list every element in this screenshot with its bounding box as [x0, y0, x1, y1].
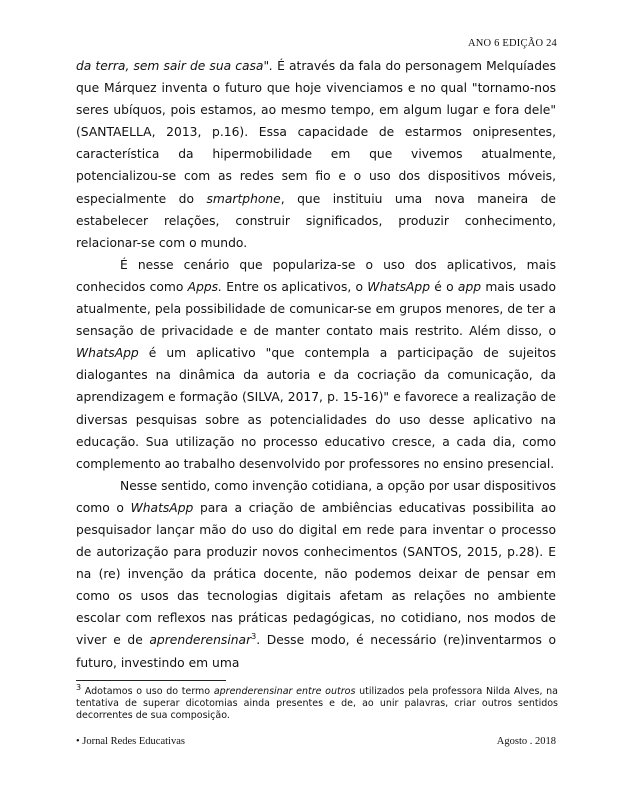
- italic-text: Apps.: [187, 279, 222, 294]
- footnote-divider: [76, 680, 226, 681]
- italic-text: app: [457, 279, 482, 294]
- italic-text: WhatsApp: [367, 279, 431, 294]
- italic-text: WhatsApp: [76, 346, 139, 361]
- issue-header: ANO 6 EDIÇÃO 24: [467, 38, 557, 49]
- italic-text: WhatsApp: [130, 500, 194, 515]
- article-body: [76, 55, 556, 674]
- paragraph-1: [76, 55, 556, 254]
- italic-text: aprenderensinar entre outros: [213, 686, 356, 697]
- text-run: para a criação de ambiências educativas possibilita ao pesquisador lançar mão do uso do digital em rede para inventar o processo de autorização para produzir novos conhecimentos (SANTOS, 2015, p.28). E na (re) invenção da prática docente, não podemos deixar de pensar em como os usos das tecnologias digitais afetam as relações no ambiente escolar com reflexos nas práticas pedagógicas, no cotidiano, nos modos de viver e de: [76, 500, 556, 648]
- footnote: [76, 682, 559, 722]
- text-run: mais usado atualmente, pela possibilidade de comunicar-se em grupos menores, de ter a sensação de privacidade e de manter contato mais restrito. Além disso, o: [76, 279, 556, 339]
- paragraph-2: [76, 254, 556, 475]
- italic-text: da terra, sem sair de sua casa".: [76, 59, 274, 73]
- text-run: Entre os aplicativos, o: [222, 279, 368, 294]
- italic-text: aprenderensinar: [149, 633, 252, 648]
- text-run: É nesse cenário que populariza-se o uso dos aplicativos, mais conhecidos como: [76, 257, 556, 294]
- text-run: Nesse sentido, como invenção cotidiana, a opção por usar dispositivos como o: [76, 478, 556, 515]
- publication-date: Agosto . 2018: [496, 736, 556, 747]
- text-run: é um aplicativo "que contempla a participação de sujeitos dialogantes na dinâmica da autoria e da cocriação da comunicação, da aprendizagem e formação (SILVA, 2017, p. 15-16)" e favorece a realização de diversas pesquisas sobre as potencialidades do uso desse aplicativo na educação. Sua utilização no processo educativo cresce, a cada dia, como complemento ao trabalho desenvolvido por professores no ensino presencial.: [76, 346, 556, 471]
- text-run: utilizados pela professora Nilda Alves, na tentativa de superar dicotomias ainda presentes e de, ao unir palavras, criar outros sentidos decorrentes de sua composição.: [76, 686, 559, 721]
- italic-text: smartphone: [206, 191, 281, 206]
- journal-name: • Jornal Redes Educativas: [76, 736, 185, 747]
- text-run: , que instituiu uma nova maneira de estabelecer relações, construir significados, produzir conhecimento, relacionar-se com o mundo.: [76, 191, 556, 250]
- text-run: é o: [430, 279, 458, 294]
- text-run: É através da fala do personagem Melquíades que Márquez inventa o futuro que hoje vivenciamos e no qual "tornamo-nos seres ubíquos, pois estamos, ao mesmo tempo, em algum lugar e fora dele" (SANTAELLA, 2013, p.16). Essa capacidade de estarmos onipresentes, característica da hipermobilidade em que vivemos atualmente, potencializou-se com as redes sem fio e o uso dos dispositivos móveis, especialmente do: [76, 59, 556, 206]
- text-run: . Desse modo, é necessário (re)inventarmos o futuro, investindo em uma: [76, 633, 556, 670]
- footnote-marker: 3: [76, 682, 82, 692]
- footnote-ref[interactable]: 3: [251, 632, 257, 642]
- paragraph-3: [76, 475, 556, 674]
- text-run: Adotamos o uso do termo: [81, 686, 214, 697]
